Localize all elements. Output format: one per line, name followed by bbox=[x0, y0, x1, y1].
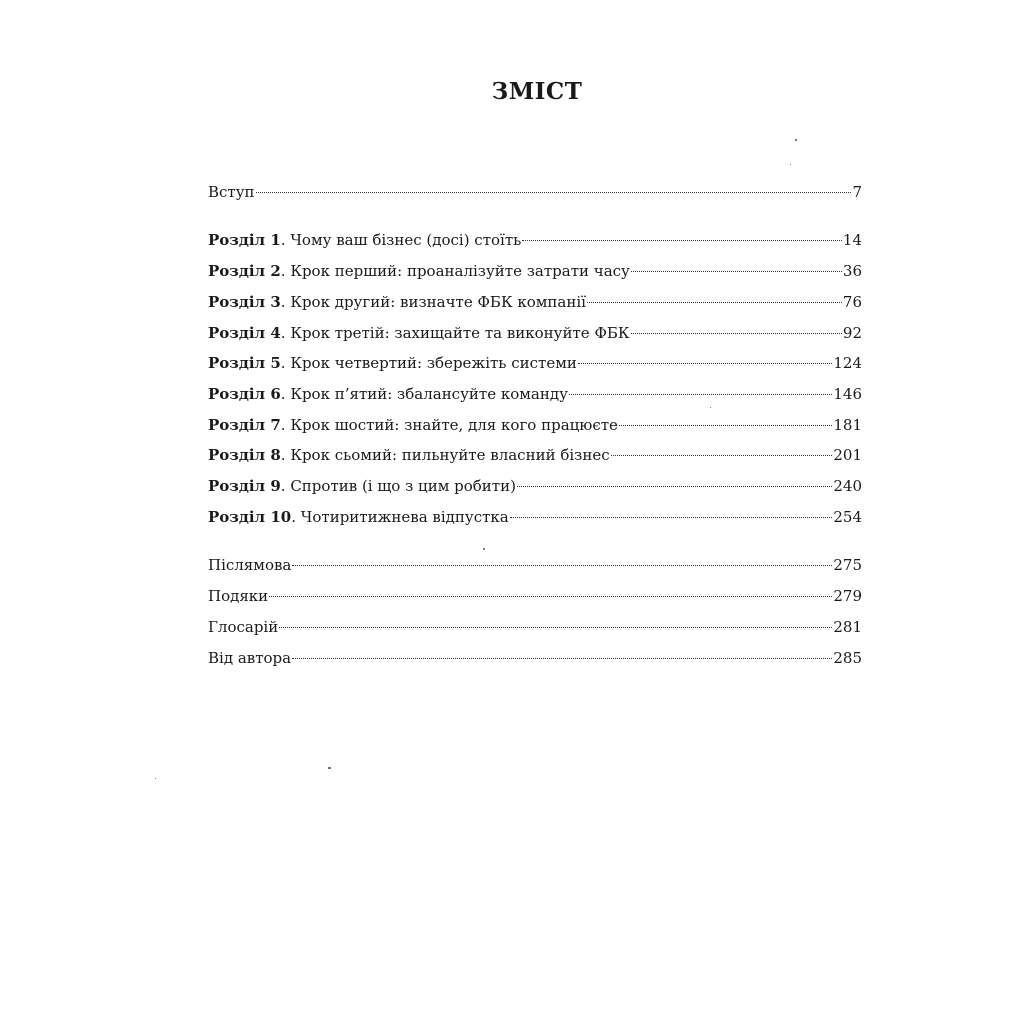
dot-leader bbox=[569, 394, 832, 395]
toc-entry-prefix: Розділ 10 bbox=[208, 508, 292, 526]
dot-leader bbox=[619, 425, 832, 426]
dot-leader bbox=[631, 333, 842, 334]
toc-entry-chapter-7[interactable] bbox=[208, 415, 862, 435]
toc-entry-intro[interactable] bbox=[208, 182, 862, 202]
toc-entry-prefix: Розділ 6 bbox=[208, 385, 281, 403]
scan-speck bbox=[328, 767, 331, 769]
toc-entry-title: Глосарій bbox=[208, 618, 279, 636]
toc-entry-prefix: Розділ 2 bbox=[208, 262, 281, 280]
toc-entry-page: 285 bbox=[833, 649, 862, 667]
toc-entry-from-author[interactable] bbox=[208, 648, 862, 668]
toc-entry-page: 36 bbox=[842, 262, 862, 280]
toc-entry-chapter-2[interactable] bbox=[208, 261, 862, 281]
toc-entry-prefix: Розділ 8 bbox=[208, 446, 281, 464]
toc-entry-page: 275 bbox=[833, 556, 862, 574]
dot-leader bbox=[269, 596, 832, 597]
toc-entry-page: 14 bbox=[842, 231, 862, 249]
dot-leader bbox=[631, 271, 842, 272]
toc-entry-glossary[interactable] bbox=[208, 617, 862, 637]
dot-leader bbox=[517, 486, 832, 487]
page-title: ЗМІСТ bbox=[491, 78, 583, 105]
toc-entry-prefix: Розділ 1 bbox=[208, 231, 281, 249]
toc-entry-prefix: Розділ 9 bbox=[208, 477, 281, 495]
toc-entry-prefix: Розділ 4 bbox=[208, 324, 281, 342]
dot-leader bbox=[522, 240, 842, 241]
toc-entry-title: . Крок п’ятий: збалансуйте команду bbox=[280, 385, 568, 403]
dot-leader bbox=[292, 565, 832, 566]
toc-entry-page: 7 bbox=[852, 183, 862, 201]
toc-entry-prefix: Розділ 3 bbox=[208, 293, 281, 311]
toc-entry-chapter-9[interactable] bbox=[208, 476, 862, 496]
toc-entry-chapter-8[interactable] bbox=[208, 445, 862, 465]
toc-entry-afterword[interactable] bbox=[208, 555, 862, 575]
dot-leader bbox=[279, 627, 832, 628]
toc-entry-page: 124 bbox=[833, 354, 862, 372]
dot-leader bbox=[578, 363, 832, 364]
scan-speck bbox=[155, 778, 156, 779]
toc-entry-chapter-6[interactable] bbox=[208, 384, 862, 404]
toc-entry-chapter-3[interactable] bbox=[208, 292, 862, 312]
toc-entry-title: . Крок сьомий: пильнуйте власний бізнес bbox=[280, 446, 610, 464]
toc-entry-title: Подяки bbox=[208, 587, 269, 605]
toc-entry-prefix: Розділ 7 bbox=[208, 416, 281, 434]
dot-leader bbox=[510, 517, 833, 518]
toc-entry-page: 181 bbox=[833, 416, 862, 434]
toc-entry-chapter-4[interactable] bbox=[208, 323, 862, 343]
scan-speck bbox=[790, 164, 791, 165]
toc-entry-chapter-5[interactable] bbox=[208, 353, 862, 373]
toc-entry-title: Від автора bbox=[208, 649, 292, 667]
toc-entry-page: 201 bbox=[833, 446, 862, 464]
toc-entry-chapter-10[interactable] bbox=[208, 507, 862, 527]
toc-entry-page: 279 bbox=[833, 587, 862, 605]
toc-entry-page: 92 bbox=[842, 324, 862, 342]
scan-speck bbox=[483, 548, 485, 550]
toc-entry-title: Вступ bbox=[208, 183, 255, 201]
toc-entry-title: . Спротив (і що з цим робити) bbox=[280, 477, 516, 495]
toc-entry-title: . Чотиритижнева відпустка bbox=[291, 508, 509, 526]
toc-entry-title: . Чому ваш бізнес (досі) стоїть bbox=[280, 231, 522, 249]
toc-entry-page: 281 bbox=[833, 618, 862, 636]
table-of-contents bbox=[208, 0, 862, 1024]
toc-entry-page: 76 bbox=[842, 293, 862, 311]
toc-entry-title: . Крок третій: захищайте та виконуйте ФБК bbox=[280, 324, 630, 342]
toc-entry-page: 254 bbox=[833, 508, 862, 526]
toc-entry-page: 146 bbox=[833, 385, 862, 403]
scan-speck bbox=[795, 139, 797, 141]
scan-speck bbox=[710, 407, 711, 408]
toc-entry-title: . Крок четвертий: збережіть системи bbox=[280, 354, 577, 372]
toc-entry-acknowledgements[interactable] bbox=[208, 586, 862, 606]
dot-leader bbox=[292, 658, 832, 659]
dot-leader bbox=[256, 192, 852, 193]
toc-entry-title: . Крок перший: проаналізуйте затрати часу bbox=[280, 262, 630, 280]
toc-entry-page: 240 bbox=[833, 477, 862, 495]
toc-entry-chapter-1[interactable] bbox=[208, 230, 862, 250]
dot-leader bbox=[587, 302, 842, 303]
toc-entry-title: Післямова bbox=[208, 556, 292, 574]
dot-leader bbox=[611, 455, 833, 456]
toc-entry-title: . Крок другий: визначте ФБК компанії bbox=[280, 293, 586, 311]
toc-entry-title: . Крок шостий: знайте, для кого працюєте bbox=[280, 416, 618, 434]
toc-entry-prefix: Розділ 5 bbox=[208, 354, 281, 372]
